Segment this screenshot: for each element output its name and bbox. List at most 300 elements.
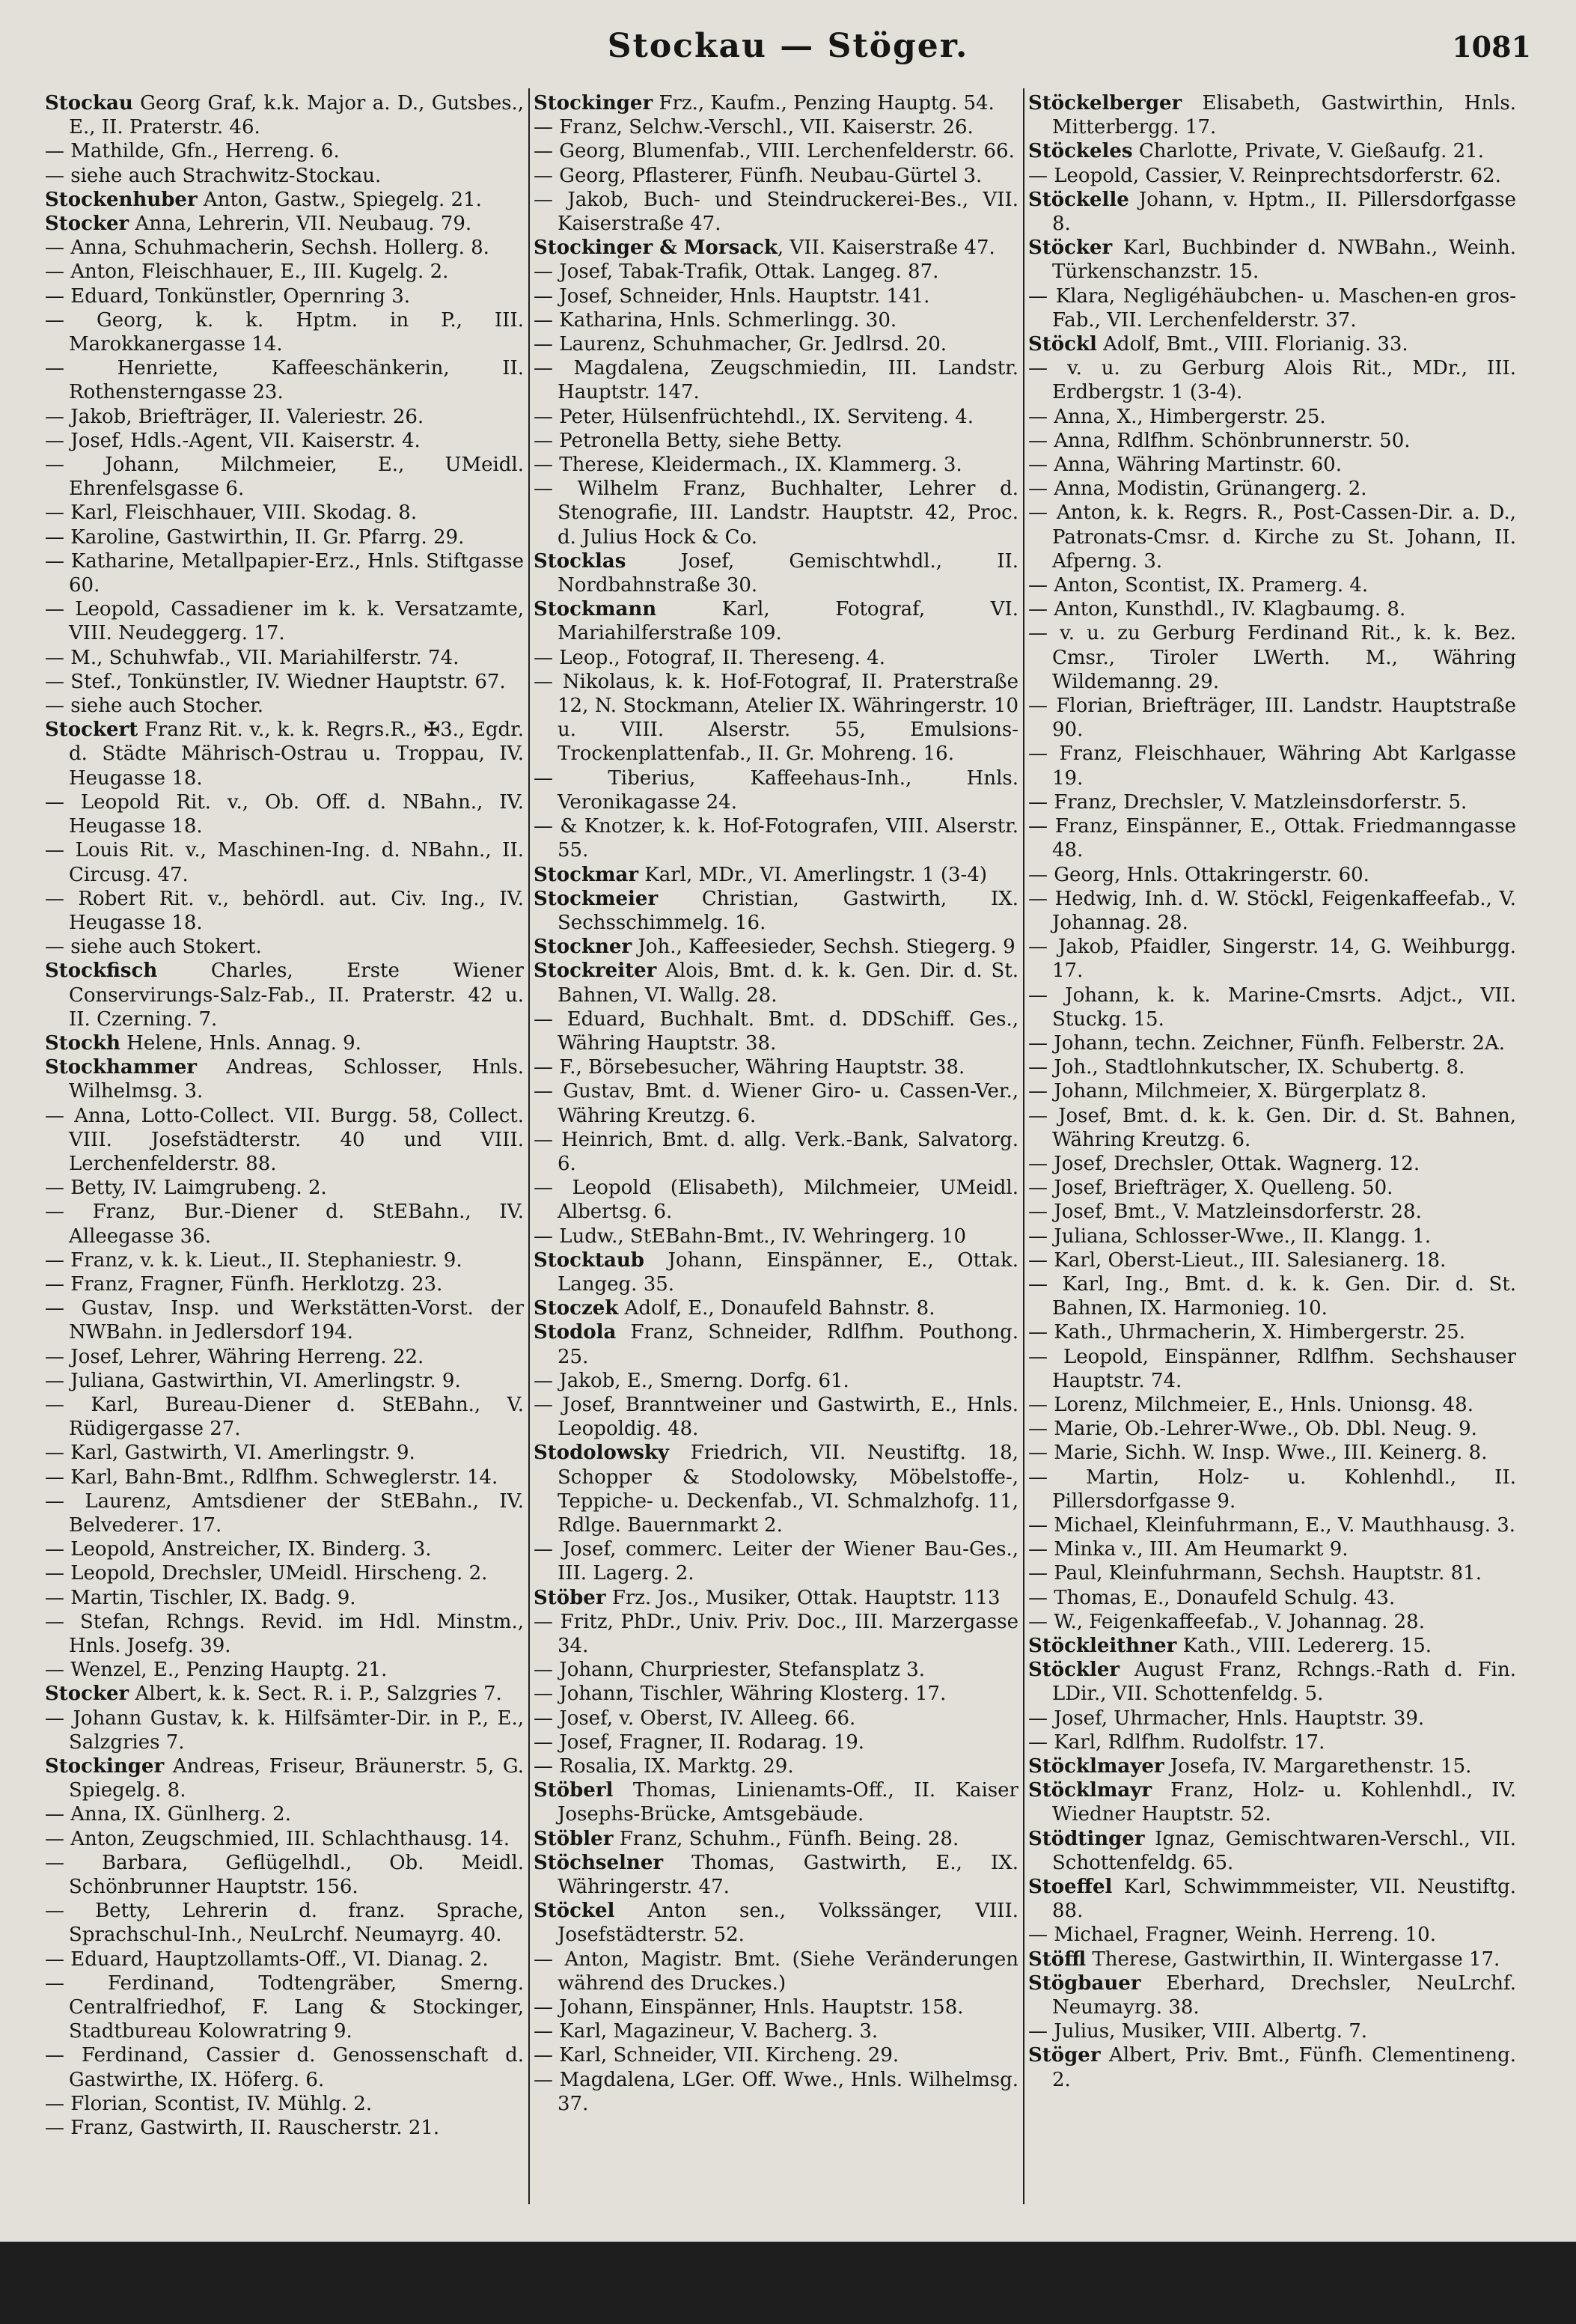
directory-entry	[45, 1441, 524, 1465]
directory-entry	[534, 1948, 1018, 1995]
directory-entry	[1028, 1320, 1516, 1344]
entry-details: — Franz, Fleischhauer, Währing Abt Karlgasse 19.	[1028, 742, 1516, 790]
directory-entry	[1028, 1827, 1516, 1875]
entry-details: — Louis Rit. v., Maschinen-Ing. d. NBahn., II. Circusg. 47.	[45, 839, 524, 886]
directory-entry	[1028, 1079, 1516, 1103]
directory-entry	[1028, 284, 1516, 332]
entry-details: — Anna, X., Himbergerstr. 25.	[1028, 405, 1326, 428]
entry-surname: Stöber	[534, 1586, 606, 1609]
directory-entry	[1028, 1031, 1516, 1055]
entry-surname: Stöckelle	[1028, 188, 1129, 211]
directory-entry	[45, 236, 524, 260]
directory-entry	[45, 1682, 524, 1706]
entry-details: — Josef, Briefträger, X. Quelleng. 50.	[1028, 1177, 1393, 1200]
directory-entry	[1028, 1754, 1516, 1778]
entry-details: Charles, Erste Wiener Conservirungs-Salz-Fab., II. Praterstr. 42 u. II. Czerning. 7.	[69, 960, 524, 1031]
directory-entry	[534, 670, 1018, 766]
directory-entry	[534, 1320, 1018, 1368]
entry-details: Helene, Hnls. Annag. 9.	[120, 1031, 361, 1055]
entry-details: — Eduard, Buchhalt. Bmt. d. DDSchiff. Ges., Währing Hauptstr. 38.	[534, 1007, 1018, 1055]
entry-surname: Stockmar	[534, 863, 639, 886]
entry-details: — Magdalena, Zeugschmiedin, III. Landstr. Hauptstr. 147.	[534, 357, 1018, 404]
entry-details: — Karl, Ing., Bmt. d. k. k. Gen. Dir. d. St. Bahnen, IX. Harmonieg. 10.	[1028, 1272, 1516, 1320]
directory-entry	[45, 887, 524, 935]
entry-details: — Eduard, Hauptzollamts-Off., VI. Dianag. 2.	[45, 1948, 489, 1971]
entry-details: — Betty, Lehrerin d. franz. Sprache, Sprachschul-Inh., NeuLrchf. Neumayrg. 40.	[45, 1900, 524, 1947]
entry-surname: Stöckelberger	[1028, 92, 1182, 115]
entry-details: Georg Graf, k.k. Major a. D., Gutsbes., E., II. Praterstr. 46.	[69, 92, 524, 139]
entry-details: — Karl, Fleischhauer, VIII. Skodag. 8.	[45, 501, 418, 525]
entry-surname: Stockhammer	[45, 1056, 197, 1079]
directory-entry	[534, 1610, 1018, 1658]
entry-details: Adolf, Bmt., VIII. Florianig. 33.	[1096, 333, 1408, 356]
entry-details: — Hedwig, Inh. d. W. Stöckl, Feigenkaffeefab., V. Johannag. 28.	[1028, 887, 1516, 934]
entry-details: — Leop., Fotograf, II. Thereseng. 4.	[534, 646, 885, 669]
entry-details: — Karoline, Gastwirthin, II. Gr. Pfarrg. 29.	[45, 525, 465, 549]
directory-entry	[1028, 863, 1516, 887]
entry-details: — Karl, Gastwirth, VI. Amerlingstr. 9.	[45, 1442, 415, 1465]
directory-entry	[1028, 1104, 1516, 1152]
entry-details: Christian, Gastwirth, IX. Sechsschimmelg. 16.	[558, 887, 1018, 934]
directory-entry	[45, 212, 524, 236]
directory-entry	[1028, 1730, 1516, 1754]
directory-entry	[45, 525, 524, 549]
entry-details: — Leopold, Drechsler, UMeidl. Hirscheng. 2.	[45, 1562, 488, 1585]
entry-details: — Ferdinand, Cassier d. Genossenschaft d. Gastwirthe, IX. Höferg. 6.	[45, 2044, 524, 2091]
column-rule	[528, 88, 530, 2204]
entry-details: Anton sen., Volkssänger, VIII. Josefstädterstr. 52.	[558, 1900, 1018, 1947]
entry-details: Anna, Lehrerin, VII. Neubaug. 79.	[129, 213, 472, 236]
directory-entry	[45, 1971, 524, 2044]
directory-entry	[534, 1224, 1018, 1248]
entry-details: — siehe auch Stocher.	[45, 695, 263, 718]
entry-details: — Laurenz, Amtsdiener der StEBahn., IV. Belvederег. 17.	[45, 1489, 524, 1537]
directory-entry	[534, 1586, 1018, 1610]
directory-entry	[534, 1827, 1018, 1851]
entry-surname: Stocker	[45, 213, 129, 236]
directory-entry	[1028, 164, 1516, 188]
entry-details: — Petronella Betty, siehe Betty.	[534, 429, 843, 452]
entry-details: Charlotte, Private, V. Gießaufg. 21.	[1132, 140, 1484, 163]
directory-entry	[1028, 983, 1516, 1031]
entry-details: — Leopold, Cassier, V. Reinprechtsdorferstr. 62.	[1028, 164, 1501, 187]
entry-details: — Fritz, PhDr., Univ. Priv. Doc., III. Marzergasse 34.	[534, 1610, 1018, 1657]
directory-entry	[45, 790, 524, 838]
entry-details: — Barbara, Geflügelhdl., Ob. Meidl. Schönbrunner Hauptstr. 156.	[45, 1851, 524, 1899]
entry-surname: Stoczek	[534, 1297, 619, 1320]
directory-entry	[45, 1610, 524, 1658]
directory-entry	[534, 2019, 1018, 2043]
directory-entry	[45, 597, 524, 645]
entry-details: Eberhard, Drechsler, NeuLrchf. Neumayrg. 38.	[1052, 1971, 1516, 2019]
directory-entry	[1028, 742, 1516, 790]
directory-entry	[534, 1778, 1018, 1826]
directory-entry	[45, 694, 524, 718]
entry-details: — Martin, Tischler, IX. Badg. 9.	[45, 1586, 356, 1609]
entry-details: Andreas, Schlosser, Hnls. Wilhelmsg. 3.	[69, 1056, 524, 1103]
entry-details: — Leopold (Elisabeth), Milchmeier, UMeidl. Albertsg. 6.	[534, 1177, 1018, 1224]
directory-entry	[534, 405, 1018, 429]
entry-surname: Stocktaub	[534, 1248, 644, 1272]
entry-details: — Gustav, Insp. und Werkstätten-Vorst. der NWBahn. in Jedlersdorf 194.	[45, 1297, 524, 1344]
entry-details: — Josef, Bmt., V. Matzleinsdorferstr. 28.	[1028, 1201, 1422, 1224]
directory-entry	[45, 260, 524, 284]
directory-entry	[45, 549, 524, 597]
entry-surname: Stöckel	[534, 1900, 615, 1923]
entry-details: — Therese, Kleidermach., IX. Klammerg. 3.	[534, 454, 962, 477]
entry-details: — Franz, Drechsler, V. Matzleinsdorferstr. 5.	[1028, 790, 1467, 814]
entry-details: — Magdalena, LGer. Off. Wwe., Hnls. Wilhelmsg. 37.	[534, 2068, 1018, 2115]
directory-entry	[534, 477, 1018, 549]
directory-entry	[45, 959, 524, 1031]
entry-surname: Stockinger	[534, 92, 653, 115]
directory-entry	[45, 1369, 524, 1393]
entry-surname: Stockreiter	[534, 960, 657, 983]
directory-entry	[1028, 1707, 1516, 1730]
entry-details: — Johann, techn. Zeichner, Fünfh. Felberstr. 2A.	[1028, 1031, 1506, 1055]
entry-details: — Franz, Bur.-Diener d. StEBahn., IV. Alleegasse 36.	[45, 1201, 524, 1248]
directory-entry	[1028, 2019, 1516, 2043]
directory-entry	[534, 863, 1018, 887]
directory-entry	[45, 284, 524, 308]
directory-entry	[534, 284, 1018, 308]
entry-details: — Johann, Milchmeier, E., UMeidl. Ehrenfelsgasse 6.	[45, 454, 524, 501]
directory-entry	[534, 115, 1018, 139]
entry-details: — Rosalia, IX. Marktg. 29.	[534, 1755, 794, 1778]
entry-details: — Paul, Kleinfuhrmann, Sechsh. Hauptstr. 81.	[1028, 1562, 1482, 1585]
directory-entry	[534, 2068, 1018, 2116]
entry-details: Franz, Schuhm., Fünfh. Being. 28.	[613, 1827, 959, 1850]
directory-entry	[534, 91, 1018, 115]
entry-details: — Peter, Hülsenfrüchtehdl., IX. Serviteng. 4.	[534, 405, 974, 428]
directory-entry	[534, 1393, 1018, 1441]
entry-details: — Karl, Oberst-Lieut., III. Salesianerg. 18.	[1028, 1248, 1447, 1272]
entry-details: — Thomas, E., Donaufeld Schulg. 43.	[1028, 1586, 1396, 1609]
entry-surname: Stockenhuber	[45, 188, 198, 211]
entry-details: — Anna, Rdlfhm. Schönbrunnerstr. 50.	[1028, 429, 1411, 452]
directory-entry	[534, 1441, 1018, 1537]
directory-entry	[45, 139, 524, 163]
directory-entry	[45, 1345, 524, 1369]
entry-details: — Juliana, Schlosser-Wwe., II. Klangg. 1.	[1028, 1224, 1432, 1248]
entry-surname: Stöckleithner	[1028, 1635, 1177, 1657]
entry-details: — Karl, Magazineur, V. Bacherg. 3.	[534, 2020, 879, 2043]
entry-surname: Stockert	[45, 719, 138, 742]
directory-entry	[1028, 887, 1516, 935]
entry-details: — F., Börsebesucher, Währing Hauptstr. 38.	[534, 1056, 965, 1079]
directory-entry	[45, 1827, 524, 1851]
entry-details: — Ludw., StEBahn-Bmt., IV. Wehringerg. 10	[534, 1224, 966, 1248]
entry-details: — v. u. zu Gerburg Ferdinand Rit., k. k. Bez. Cmsr., Tiroler LWerth. M., Währing Wildemanng. 29.	[1028, 622, 1516, 693]
directory-entry	[45, 501, 524, 525]
entry-details: — Georg, Hnls. Ottakringerstr. 60.	[1028, 863, 1369, 886]
directory-entry	[534, 1899, 1018, 1947]
directory-entry	[1028, 1152, 1516, 1176]
entry-details: — Franz, Fragner, Fünfh. Herklotzg. 23.	[45, 1272, 443, 1296]
entry-details: Franz Rit. v., k. k. Regrs.R., ✠3., Egdr. d. Städte Mährisch-Ostrau u. Troppau, IV. Heugasse 18.	[69, 719, 524, 790]
directory-entry	[534, 356, 1018, 404]
directory-entry	[534, 453, 1018, 477]
scan-bottom-edge	[0, 2242, 1576, 2324]
directory-entry	[534, 236, 1018, 260]
directory-entry	[1028, 790, 1516, 814]
entry-details: Franz, Holz- u. Kohlenhdl., IV. Wiedner Hauptstr. 52.	[1052, 1779, 1516, 1826]
directory-entry	[534, 1128, 1018, 1176]
directory-entry	[1028, 1971, 1516, 2019]
entry-surname: Stockinger	[45, 1755, 165, 1778]
directory-entry	[1028, 1537, 1516, 1561]
directory-entry	[534, 1369, 1018, 1393]
entry-details: — Josef, Bmt. d. k. k. Gen. Dir. d. St. Bahnen, Währing Kreutzg. 6.	[1028, 1104, 1516, 1151]
entry-details: — Anna, Modistin, Grünangerg. 2.	[1028, 478, 1367, 501]
directory-entry	[1028, 1561, 1516, 1585]
directory-entry	[45, 308, 524, 356]
directory-entry	[45, 1707, 524, 1754]
entry-details: — Ferdinand, Todtengräber, Smerng. Centralfriedhof, F. Lang & Stockinger, Stadtbureau Kolowratring 9.	[45, 1971, 524, 2043]
entry-surname: Stodola	[534, 1321, 617, 1344]
directory-entry	[534, 139, 1018, 163]
directory-entry	[534, 887, 1018, 935]
entry-details: — Johann Gustav, k. k. Hilfsämter-Dir. in P., E., Salzgries 7.	[45, 1707, 524, 1754]
entry-details: — Johann, Tischler, Währing Klosterg. 17.	[534, 1683, 947, 1706]
directory-entry	[1028, 935, 1516, 983]
entry-details: Johann, v. Hptm., II. Pillersdorfgasse 8.	[1052, 188, 1516, 236]
directory-entry	[1028, 621, 1516, 694]
entry-details: — v. u. zu Gerburg Alois Rit., MDr., III. Erdbergstr. 1 (3-4).	[1028, 357, 1516, 404]
directory-entry	[534, 1007, 1018, 1055]
directory-entry	[534, 1248, 1018, 1296]
directory-entry	[45, 188, 524, 212]
entry-details: — Johann, Milchmeier, X. Bürgerplatz 8.	[1028, 1080, 1427, 1103]
directory-entry	[45, 1466, 524, 1489]
directory-entry	[1028, 453, 1516, 477]
directory-entry	[45, 1948, 524, 1971]
directory-entry	[534, 1537, 1018, 1585]
entry-details: — Anna, Schuhmacherin, Sechsh. Hollerg. 8.	[45, 237, 489, 260]
entry-details: — siehe auch Stokert.	[45, 936, 262, 959]
entry-details: — Marie, Ob.-Lehrer-Wwe., Ob. Dbl. Neug. 9.	[1028, 1418, 1477, 1441]
entry-details: — Florian, Briefträger, III. Landstr. Hauptstraße 90.	[1028, 695, 1516, 742]
directory-entry	[534, 260, 1018, 284]
entry-details: — Karl, Rdlfhm. Rudolfstr. 17.	[1028, 1730, 1325, 1754]
directory-entry	[1028, 236, 1516, 284]
entry-details: — M., Schuhwfab., VII. Mariahilferstr. 74.	[45, 646, 459, 669]
entry-details: Kath., VIII. Ledererg. 15.	[1176, 1635, 1432, 1657]
directory-entry	[534, 1176, 1018, 1224]
entry-details: — siehe auch Strachwitz-Stockau.	[45, 164, 382, 187]
directory-entry	[534, 308, 1018, 332]
directory-entry	[1028, 1176, 1516, 1200]
entry-details: — Henriette, Kaffeeschänkerin, II. Rothensterngasse 23.	[45, 357, 524, 404]
entry-details: — Georg, k. k. Hptm. in P., III. Marokkanergasse 14.	[45, 308, 524, 356]
entry-details: Karl, Schwimmmeister, VII. Neustiftg. 88.	[1052, 1876, 1516, 1923]
directory-entry	[45, 838, 524, 886]
directory-entry	[45, 2043, 524, 2091]
entry-details: Thomas, Gastwirth, E., IX. Währingerstr. 47.	[558, 1851, 1018, 1899]
entry-details: — Klara, Negligéhäubchen- u. Maschen-en gros-Fab., VII. Lerchenfelderstr. 37.	[1028, 284, 1516, 332]
entry-details: Ignaz, Gemischtwaren-Verschl., VII. Schottenfeldg. 65.	[1052, 1827, 1516, 1874]
entry-details: — Franz, v. k. k. Lieut., II. Stephaniestr. 9.	[45, 1248, 462, 1272]
directory-entry	[45, 1176, 524, 1200]
entry-details: — Joh., Stadtlohnkutscher, IX. Schubertg. 8.	[1028, 1056, 1465, 1079]
entry-details: — Jakob, E., Smerng. Dorfg. 61.	[534, 1369, 849, 1392]
entry-details: Elisabeth, Gastwirthin, Hnls. Mitterbergg. 17.	[1052, 92, 1516, 139]
entry-details: — Josef, Tabak-Trafik, Ottak. Langeg. 87.	[534, 260, 939, 284]
entry-details: Frz., Kaufm., Penzing Hauptg. 54.	[653, 92, 995, 115]
directory-entry	[1028, 1586, 1516, 1610]
directory-entry	[45, 1561, 524, 1585]
entry-details: — W., Feigenkaffeefab., V. Johannag. 28.	[1028, 1610, 1425, 1633]
directory-entry	[1028, 1345, 1516, 1393]
entry-details: — Mathilde, Gfn., Herreng. 6.	[45, 140, 340, 163]
directory-entry	[1028, 1393, 1516, 1417]
entry-surname: Stöcklmayer	[1028, 1755, 1164, 1778]
entry-details: — Anton, Zeugschmied, III. Schlachthausg. 14.	[45, 1827, 510, 1850]
entry-details: — Kath., Uhrmacherin, X. Himbergerstr. 25.	[1028, 1321, 1465, 1344]
directory-entry	[45, 164, 524, 188]
page-number: 1081	[1452, 30, 1531, 64]
entry-details: — Katharine, Metallpapier-Erz., Hnls. Stiftgasse 60.	[45, 549, 524, 597]
directory-entry	[45, 1489, 524, 1537]
entry-details: — Jakob, Briefträger, II. Valeriestr. 26.	[45, 405, 424, 428]
directory-entry	[45, 2092, 524, 2116]
directory-entry	[45, 1031, 524, 1055]
entry-details: — Michael, Fragner, Weinh. Herreng. 10.	[1028, 1924, 1436, 1947]
directory-entry	[534, 2043, 1018, 2067]
column-1	[45, 91, 524, 2212]
column-2	[534, 91, 1018, 2212]
entry-details: — Anna, IX. Günlherg. 2.	[45, 1803, 291, 1826]
entry-details: — Robert Rit. v., behördl. aut. Civ. Ing., IV. Heugasse 18.	[45, 887, 524, 934]
directory-entry	[45, 453, 524, 501]
entry-surname: Stockinger & Morsack	[534, 237, 778, 260]
directory-entry	[45, 1802, 524, 1826]
entry-surname: Stöbler	[534, 1827, 614, 1850]
entry-details: — Eduard, Tonkünstler, Opernring 3.	[45, 284, 411, 308]
entry-details: — Wilhelm Franz, Buchhalter, Lehrer d. Stenografie, III. Landstr. Hauptstr. 42, Proc. d. Julius Hock & Co.	[534, 478, 1018, 549]
directory-entry	[1028, 1200, 1516, 1224]
entry-details: — Franz, Einspänner, E., Ottak. Friedmanngasse 48.	[1028, 815, 1516, 862]
directory-entry	[1028, 1513, 1516, 1537]
directory-entry	[45, 405, 524, 429]
entry-details: , VII. Kaiserstraße 47.	[777, 237, 995, 260]
directory-entry	[1028, 501, 1516, 573]
directory-entry	[1028, 1248, 1516, 1272]
directory-entry	[534, 1730, 1018, 1754]
directory-entry	[1028, 1923, 1516, 1947]
directory-entry	[1028, 694, 1516, 742]
entry-details: — Heinrich, Bmt. d. allg. Verk.-Bank, Salvatorg. 6.	[534, 1128, 1018, 1175]
entry-details: Thomas, Linienamts-Off., II. Kaiser Josephs-Brücke, Amtsgebäude.	[558, 1779, 1018, 1826]
directory-entry	[534, 1995, 1018, 2019]
entry-details: — Anton, Magistr. Bmt. (Siehe Veränderungen während des Druckes.)	[534, 1948, 1018, 1995]
directory-entry	[534, 814, 1018, 862]
directory-entry	[1028, 1441, 1516, 1465]
entry-details: — Georg, Pflasterer, Fünfh. Neubau-Gürtel 3.	[534, 164, 983, 187]
directory-entry	[534, 935, 1018, 959]
directory-entry	[1028, 91, 1516, 139]
directory-entry	[1028, 1875, 1516, 1923]
directory-entry	[1028, 405, 1516, 429]
entry-surname: Stockau	[45, 92, 133, 115]
directory-entry	[1028, 1610, 1516, 1634]
entry-details: Andreas, Friseur, Bräunerstr. 5, G. Spiegelg. 8.	[69, 1755, 524, 1802]
entry-details: Friedrich, VII. Neustiftg. 18, Schopper & Stodolowsky, Möbelstoffe-, Teppiche- u. Deckenfab., VI. Schmalzhofg. 11, Rdlge. Bauernmarkt 2.	[558, 1442, 1018, 1537]
directory-entry	[1028, 2043, 1516, 2091]
entry-surname: Stockner	[534, 936, 632, 959]
entry-details: — Johann, Churpriester, Stefansplatz 3.	[534, 1659, 926, 1682]
entry-details: — Josef, Schneider, Hnls. Hauptstr. 141.	[534, 284, 930, 308]
entry-details: — Franz, Gastwirth, II. Rauscherstr. 21.	[45, 2117, 440, 2140]
entry-details: — Josef, Hdls.-Agent, VII. Kaiserstr. 4.	[45, 429, 421, 452]
entry-details: Karl, Buchbinder d. NWBahn., Weinh. Türkenschanzstr. 15.	[1052, 237, 1516, 284]
running-title: Stockau — Stöger.	[607, 27, 969, 65]
entry-details: — Stefan, Rchngs. Revid. im Hdl. Minstm., Hnls. Josefg. 39.	[45, 1610, 524, 1657]
directory-entry	[45, 1899, 524, 1947]
page-header	[45, 27, 1531, 72]
directory-entry	[45, 1104, 524, 1177]
entry-surname: Stöberl	[534, 1779, 614, 1802]
entry-details: — Florian, Scontist, IV. Mühlg. 2.	[45, 2092, 373, 2115]
directory-entry	[45, 1658, 524, 1682]
entry-details: — Jakob, Pfaidler, Singerstr. 14, G. Weihburgg. 17.	[1028, 936, 1516, 983]
entry-surname: Stöckeles	[1028, 140, 1133, 163]
entry-details: — Leopold, Anstreicher, IX. Binderg. 3.	[45, 1538, 432, 1561]
entry-details: — Anton, Kunsthdl., IV. Klagbaumg. 8.	[1028, 598, 1406, 621]
directory-entry	[45, 1248, 524, 1272]
directory-entry	[534, 646, 1018, 670]
entry-details: Karl, Fotograf, VI. Mariahilferstraße 109.	[558, 598, 1018, 645]
directory-entry	[1028, 1466, 1516, 1513]
entry-surname: Stöckler	[1028, 1659, 1120, 1682]
directory-entry	[1028, 1948, 1516, 1971]
entry-details: Josef, Gemischtwhdl., II. Nordbahnstraße 30.	[558, 549, 1018, 597]
column-3	[1028, 91, 1516, 2212]
entry-details: — Johann, k. k. Marine-Cmsrts. Adjct., VII. Stuckg. 15.	[1028, 983, 1516, 1031]
entry-details: — Minka v., III. Am Heumarkt 9.	[1028, 1538, 1349, 1561]
directory-entry	[534, 959, 1018, 1007]
directory-entry	[1028, 597, 1516, 621]
entry-details: Alois, Bmt. d. k. k. Gen. Dir. d. St. Bahnen, VI. Wallg. 28.	[558, 960, 1018, 1007]
directory-entry	[534, 1658, 1018, 1682]
entry-details: Johann, Einspänner, E., Ottak. Langeg. 35.	[558, 1248, 1018, 1296]
directory-entry	[45, 91, 524, 139]
entry-surname: Stödtinger	[1028, 1827, 1145, 1850]
directory-entry	[534, 1754, 1018, 1778]
directory-entry	[534, 766, 1018, 814]
entry-details: — Anna, Währing Martinstr. 60.	[1028, 454, 1342, 477]
directory-entry	[534, 1296, 1018, 1320]
directory-entry	[1028, 188, 1516, 236]
entry-details: — Juliana, Gastwirthin, VI. Amerlingstr. 9.	[45, 1369, 461, 1392]
entry-details: — Leopold Rit. v., Ob. Off. d. NBahn., IV. Heugasse 18.	[45, 790, 524, 838]
entry-details: — Michael, Kleinfuhrmann, E., V. Mauthhausg. 3.	[1028, 1513, 1516, 1537]
directory-entry	[1028, 1778, 1516, 1826]
entry-details: — Josef, Branntweiner und Gastwirth, E., Hnls. Leopoldig. 48.	[534, 1393, 1018, 1441]
entry-surname: Stocklas	[534, 549, 626, 573]
entry-surname: Stoeffel	[1028, 1876, 1113, 1899]
directory-entry	[534, 597, 1018, 645]
entry-surname: Stöffl	[1028, 1948, 1087, 1971]
entry-details: — Betty, IV. Laimgrubeng. 2.	[45, 1177, 327, 1200]
directory-entry	[45, 670, 524, 694]
directory-entry	[45, 429, 524, 453]
entry-details: — Josef, Fragner, II. Rodarag. 19.	[534, 1730, 865, 1754]
directory-entry	[1028, 1658, 1516, 1706]
entry-surname: Stöcklmayr	[1028, 1779, 1152, 1802]
directory-entry	[534, 1079, 1018, 1127]
directory-entry	[534, 164, 1018, 188]
